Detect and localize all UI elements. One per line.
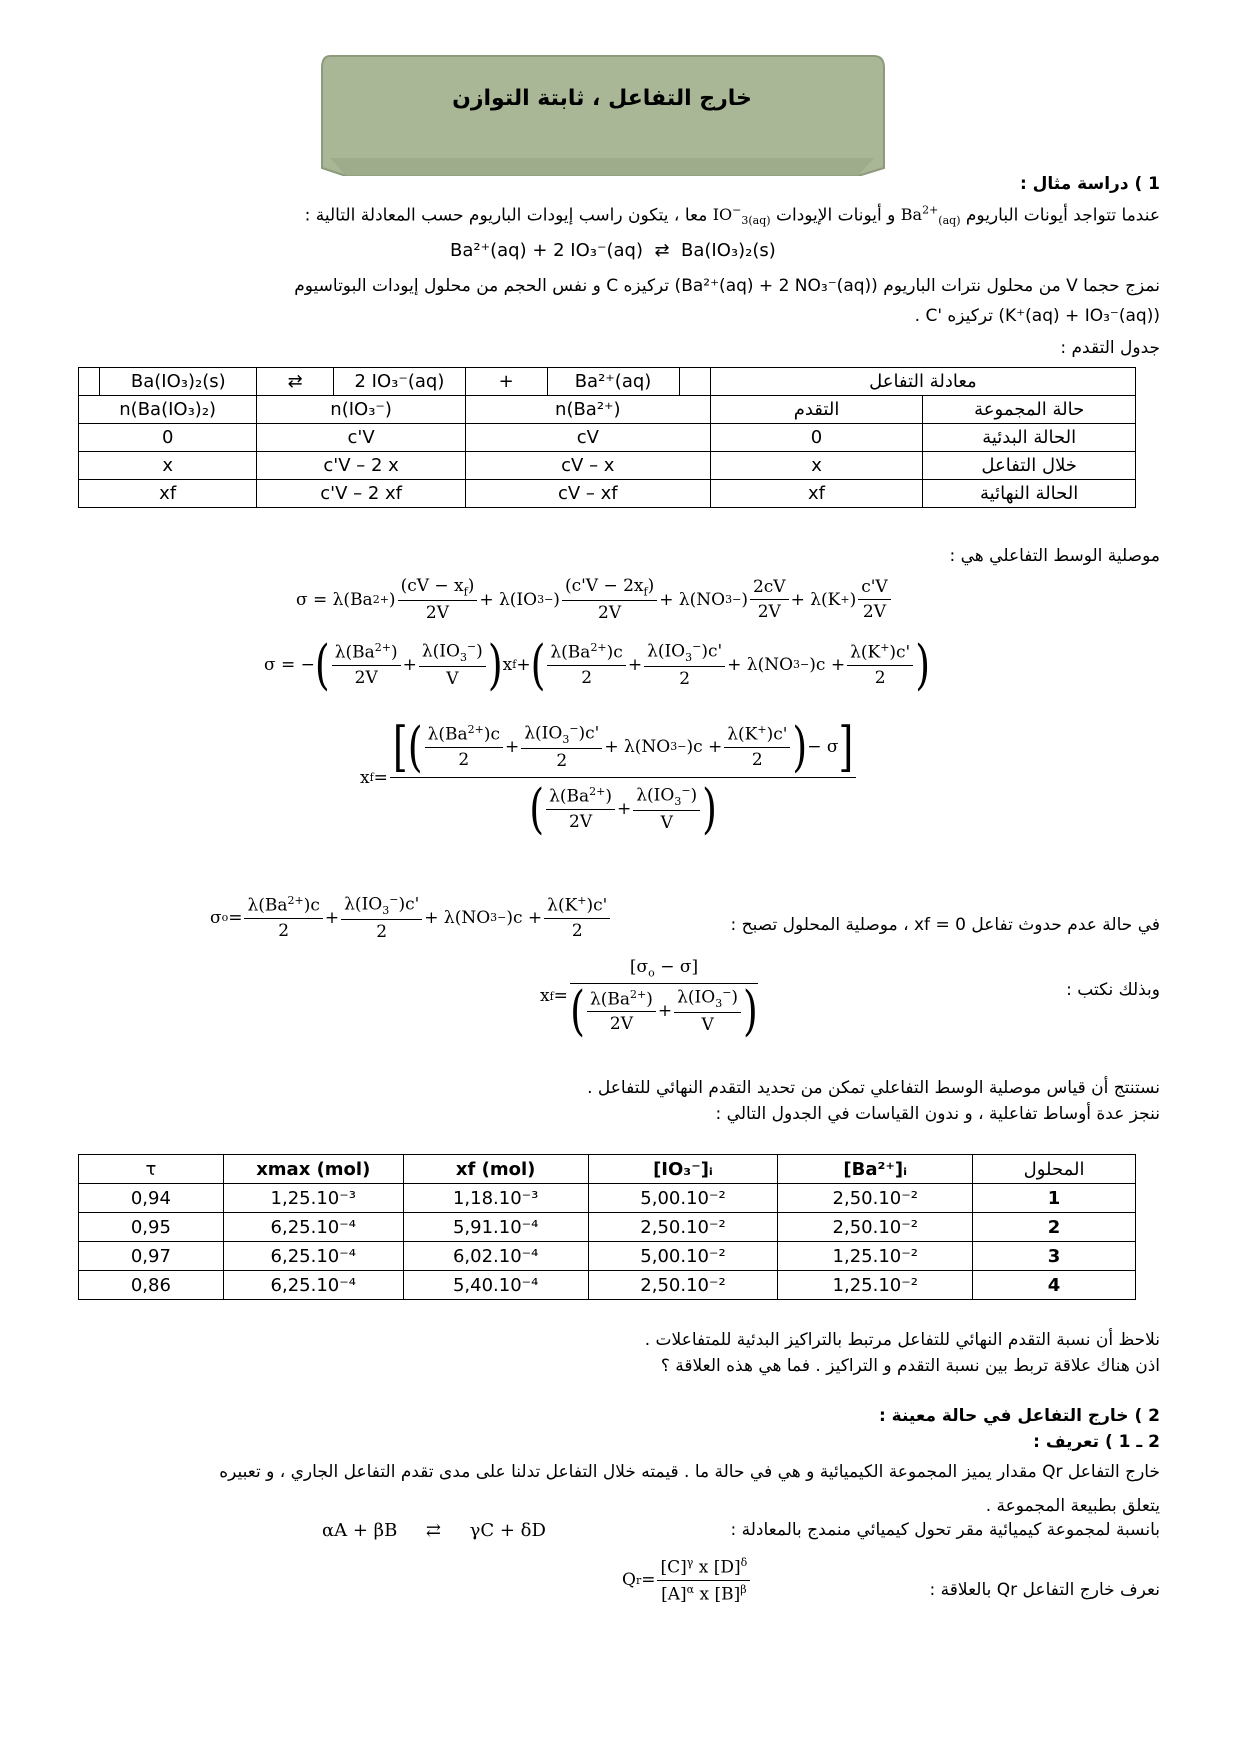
arrow: ⇄ <box>257 368 334 396</box>
define-q-text: نعرف خارج التفاعل Qr بالعلاقة : <box>929 1580 1160 1600</box>
mixing-line-1: نمزج حجما V من محلول نترات الباريوم (Ba²⁺(aq) + 2 NO₃⁻(aq)) تركيزه C و نفس الحجم من محلول إيودات البوتاسيوم <box>294 276 1160 296</box>
reactant-ba: Ba²⁺(aq) <box>547 368 679 396</box>
io3-ion: $IO^-_{3(aq)}$ <box>712 204 771 228</box>
definition-1: خارج التفاعل Qr مقدار يميز المجموعة الكيميائية و هي في حالة ما . قيمته خلال التفاعل تدلنا على مدى تقدم التفاعل الجاري ، و تعبيره <box>219 1462 1160 1482</box>
table-row: 0,86 6,25.10⁻⁴ 5,40.10⁻⁴ 2,50.10⁻² 1,25.10⁻² 4 <box>79 1271 1136 1300</box>
precipitation-equation: Ba²⁺(aq) + 2 IO₃⁻(aq) ⇄ Ba(IO₃)₂(s) <box>450 240 776 261</box>
observation-2: اذن هناك علاقة تربط بين نسبة التقدم و التراكيز . فما هي هذه العلاقة ؟ <box>660 1356 1160 1376</box>
zero-case-text: في حالة عدم حدوث تفاعل xf = 0 ، موصلية المحلول تصبح : <box>730 915 1160 935</box>
intro-line: عندما تتواجد أيونات الباريوم $Ba^{2+}_{(aq)}$ و أيونات الإيودات $IO^-_{3(aq)}$ معا ، يتكون راسب إيودات الباريوم حسب المعادلة التالية : <box>304 204 1160 228</box>
page-title: خارج التفاعل ، ثابتة التوازن <box>452 86 752 111</box>
table-row: xf c'V – 2 xf cV – xf xf الحالة النهائية <box>79 480 1136 508</box>
thus-text: وبذلك نكتب : <box>1066 980 1160 1000</box>
measure-text: ننجز عدة أوساط تفاعلية ، و ندون القياسات في الجدول التالي : <box>715 1104 1160 1124</box>
sigma0-equation: σ o = $\frac{\lambda(Ba^{2+})c}{2}$ + $\frac{\lambda(IO_3^-)c'}{2}$ + λ(NO 3 − )c + $\frac{\lambda(K^+)c'}{2}$ <box>210 893 612 942</box>
sigma-equation-1: σ = λ(Ba 2+ ) $\frac{(cV - x_f)}{2V}$ + λ(IO 3 − ) $\frac{(c'V - 2x_f)}{2V}$ + λ(NO 3 − ) $\frac{2cV}{2V}$ + λ(K + ) $\frac{c'V}{2V}$ <box>296 576 893 623</box>
observation-1: نلاحظ أن نسبة التقدم النهائي للتفاعل مرتبط بالتراكيز البدئية للمتفاعلات . <box>644 1330 1160 1350</box>
table-row: 0,95 6,25.10⁻⁴ 5,91.10⁻⁴ 2,50.10⁻² 2,50.10⁻² 2 <box>79 1213 1136 1242</box>
equation-label: معادلة التفاعل <box>710 368 1135 396</box>
table-label: جدول التقدم : <box>1060 338 1160 358</box>
section2-sub: 2 ـ 1 ) تعريف : <box>1033 1432 1160 1452</box>
reactant-2: 2 IO₃⁻(aq) <box>333 368 465 396</box>
ba-ion: $Ba^{2+}_{(aq)}$ <box>900 204 961 228</box>
table-row: x c'V – 2 x cV – x x خلال التفاعل <box>79 452 1136 480</box>
measurements-table: τ xmax (mol) xf (mol) [IO₃⁻]ᵢ [Ba²⁺]ᵢ المحلول 0,94 1,25.10⁻³ 1,18.10⁻³ 5,00.10⁻² 2,50.10⁻² 1 0,95 6,25.10⁻⁴ 5,91.10⁻⁴ 2,50.10⁻² 2,50.10⁻² 2 0,97 6,25.10⁻⁴ 6,02.10⁻⁴ 5,00.10⁻² 1,25.10⁻² 3 0,86 6,25.10⁻⁴ 5,40.10⁻⁴ 2,50.10⁻² 1,25.10⁻² 4 <box>78 1154 1136 1300</box>
qr-equation: Q r = $\frac{[C]^\gamma x [D]^\delta}{[A]^\alpha x [B]^\beta}$ <box>622 1556 752 1604</box>
section1-heading: 1 ) دراسة مثال : <box>1019 174 1160 194</box>
sigma-equation-2: σ = − ( $\frac{\lambda(Ba^{2+})}{2V}$ + $\frac{\lambda(IO_3^-)}{V}$ ) x f + ( $\frac{\lambda(Ba^{2+})c}{2}$ + $\frac{\lambda(IO_3^-)c'}{2}$ + λ(NO 3 − )c + $\frac{\lambda(K^+)c'}{2}$ ) <box>264 633 931 696</box>
title-banner <box>318 50 888 176</box>
table-row: 0,97 6,25.10⁻⁴ 6,02.10⁻⁴ 5,00.10⁻² 1,25.10⁻² 3 <box>79 1242 1136 1271</box>
table-row: 0 c'V cV 0 الحالة البدئية <box>79 424 1136 452</box>
plus: + <box>465 368 547 396</box>
table-row: 0,94 1,25.10⁻³ 1,18.10⁻³ 5,00.10⁻² 2,50.10⁻² 1 <box>79 1184 1136 1213</box>
reactant-1: Ba(IO₃)₂(s) <box>100 368 257 396</box>
general-equation: αA + βB ⇄ γC + δD <box>322 1520 546 1541</box>
mixing-line-2: (K⁺(aq) + IO₃⁻(aq)) تركيزه 'C . <box>914 306 1160 326</box>
xf-final-equation: x f = $[\sigma_o - \sigma]$ ( $\frac{\lambda(Ba^{2+})}{2V}$ + $\frac{\lambda(IO_3^-)}{V}$ ) <box>540 957 758 1042</box>
advancement-table: Ba(IO₃)₂(s) ⇄ 2 IO₃⁻(aq) + Ba²⁺(aq) معادلة التفاعل n(Ba(IO₃)₂) n(IO₃⁻) n(Ba²⁺) التقدم حالة المجموعة 0 c'V cV 0 الحالة البدئية x c'V – 2 x cV – x x خلال التفاعل xf c'V – 2 xf cV – xf xf الحالة النهائية <box>78 367 1136 508</box>
xf-equation: x f = [( $\frac{\lambda(Ba^{2+})c}{2}$ + $\frac{\lambda(IO_3^-)c'}{2}$ + λ(NO 3 − )c + $\frac{\lambda(K^+)c'}{2}$ ) − σ ] ( $\frac{\lambda(Ba^{2+})}{2V}$ + $\frac{\lambda(IO_3^-)}{V}$ ) <box>360 722 858 833</box>
conductivity-label: موصلية الوسط التفاعلي هي : <box>949 546 1160 566</box>
general-text: بانسبة لمجموعة كيميائية مقر تحول كيميائي منمدج بالمعادلة : <box>730 1520 1160 1540</box>
definition-2: يتعلق بطبيعة المجموعة . <box>985 1496 1160 1516</box>
section2-heading: 2 ) خارج التفاعل في حالة معينة : <box>878 1406 1160 1426</box>
conclusion-text: نستنتج أن قياس موصلية الوسط التفاعلي تمكن من تحديد التقدم النهائي للتفاعل . <box>587 1078 1160 1098</box>
